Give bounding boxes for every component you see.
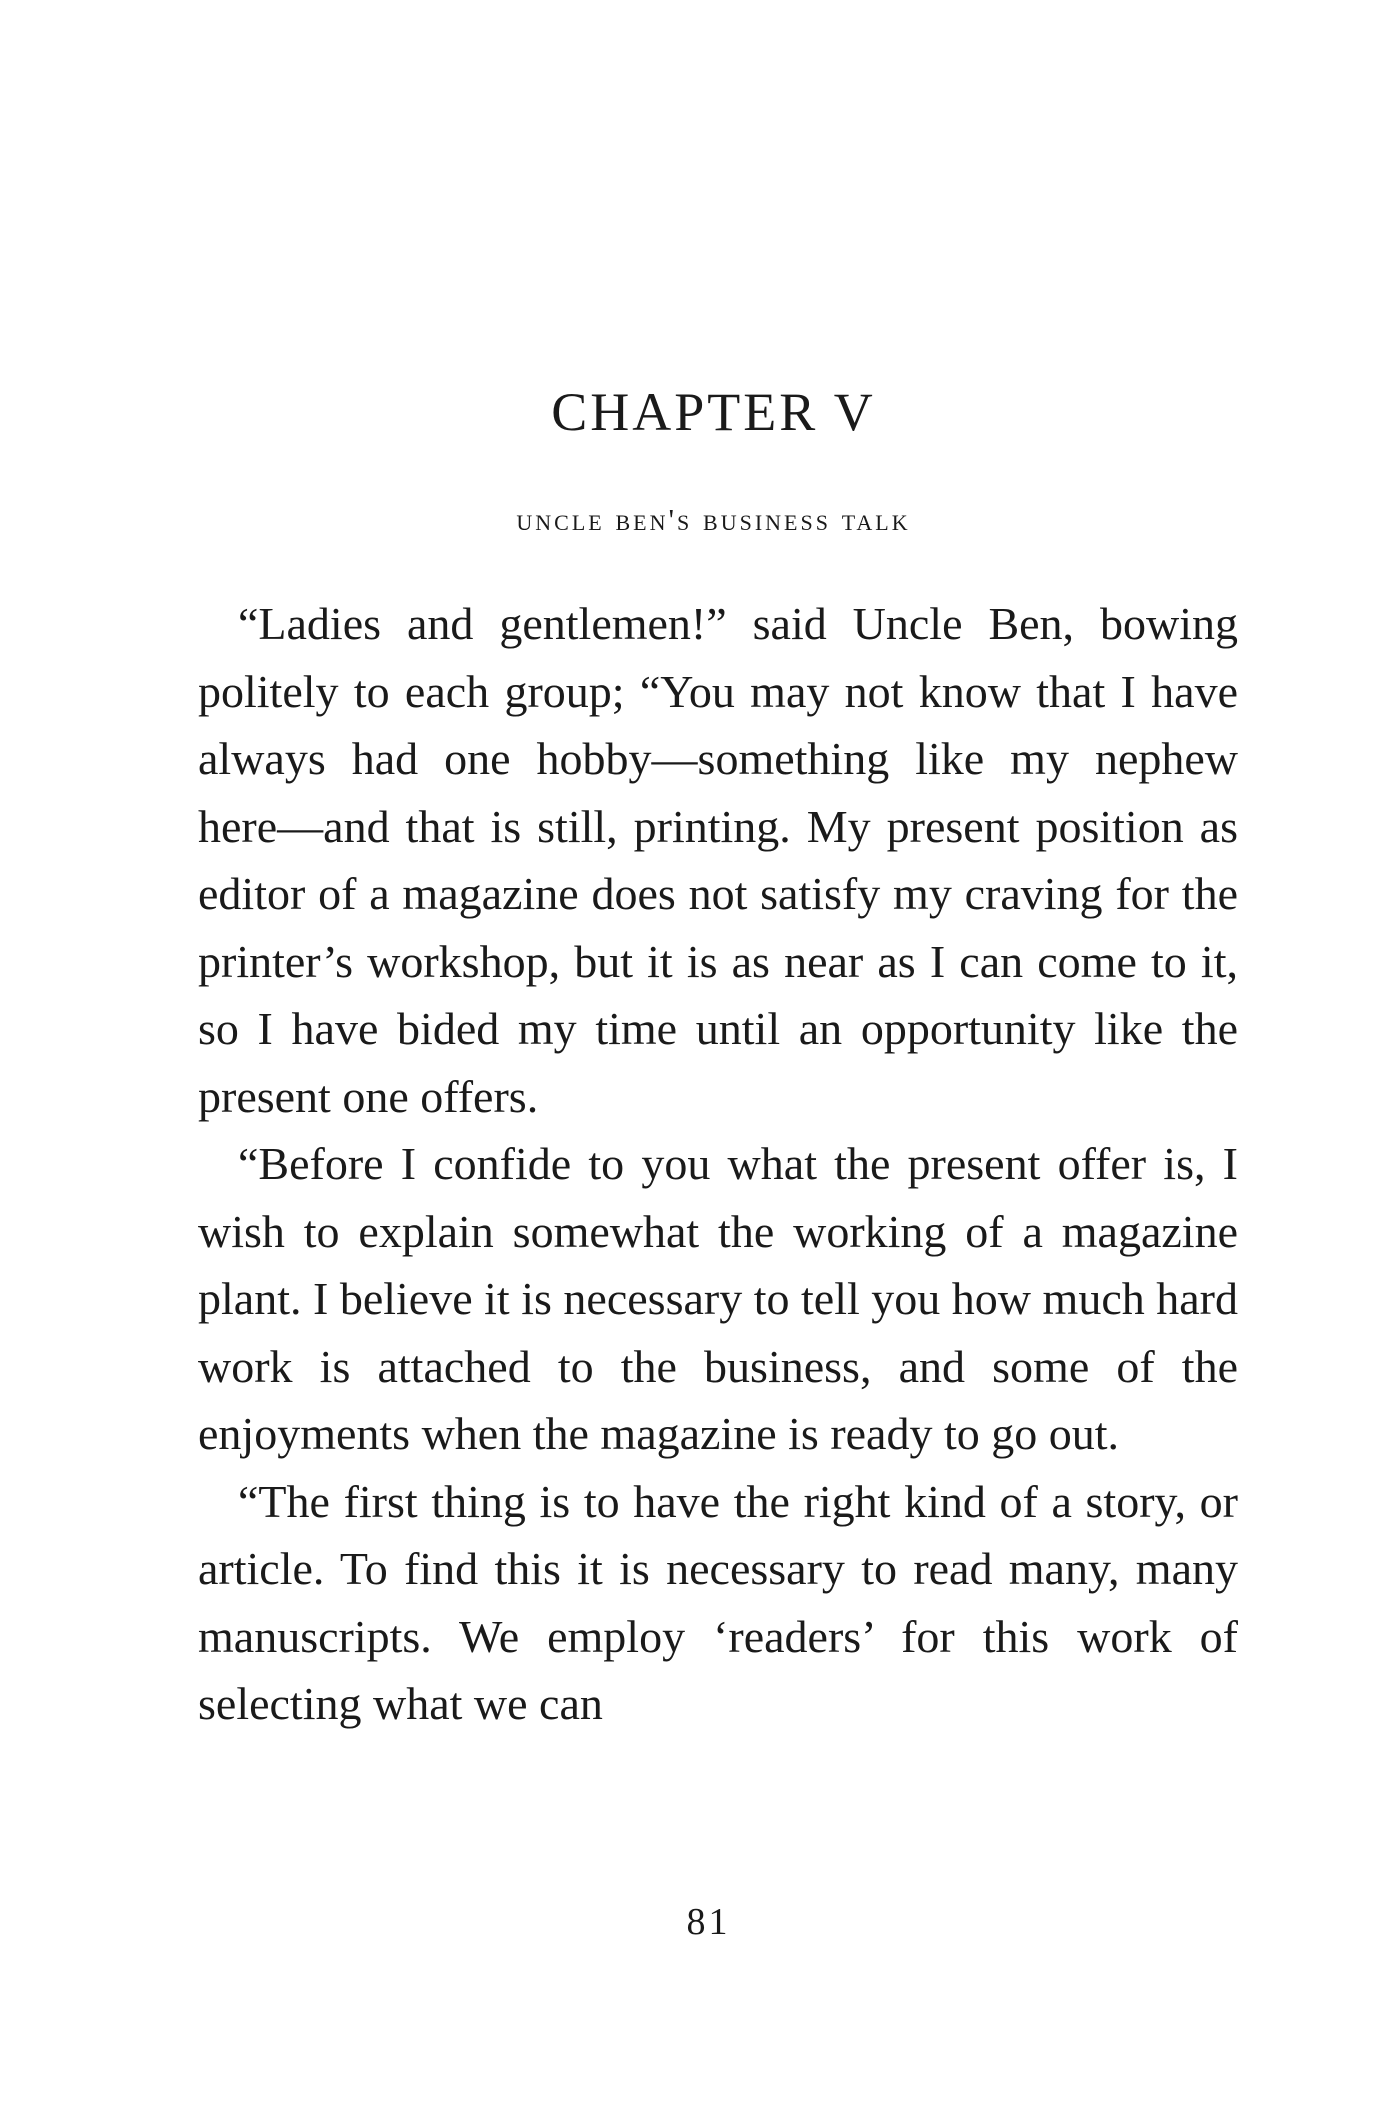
chapter-heading: CHAPTER V — [551, 382, 876, 442]
paragraph: “Before I confide to you what the present offer is, I wish to explain somewhat the working of a magazine plant. I believe it is necessary to tell you how much hard work is attached to the business, and some of the enjoyments when the magazine is ready to go out. — [198, 1138, 1238, 1459]
paragraph: “The first thing is to have the right kind of a story, or article. To find this it is necessary to read many, many manuscripts. We employ ‘readers’ for this work of selecting what we can — [198, 1475, 1238, 1729]
paragraph: “Ladies and gentlemen!” said Uncle Ben, bowing politely to each group; “You may not know that I have always had one hobby—something like my nephew here—and that is still, printing. My present position as editor of a magazine does not satisfy my craving for the printer’s workshop, but it is as near as I can come to it, so I have bided my time until an opportunity like the present one offers. — [198, 598, 1238, 1122]
page-number: 81 — [686, 1901, 731, 1943]
chapter-title: uncle ben's business talk — [516, 502, 911, 537]
chapter-body — [198, 590, 1238, 1738]
